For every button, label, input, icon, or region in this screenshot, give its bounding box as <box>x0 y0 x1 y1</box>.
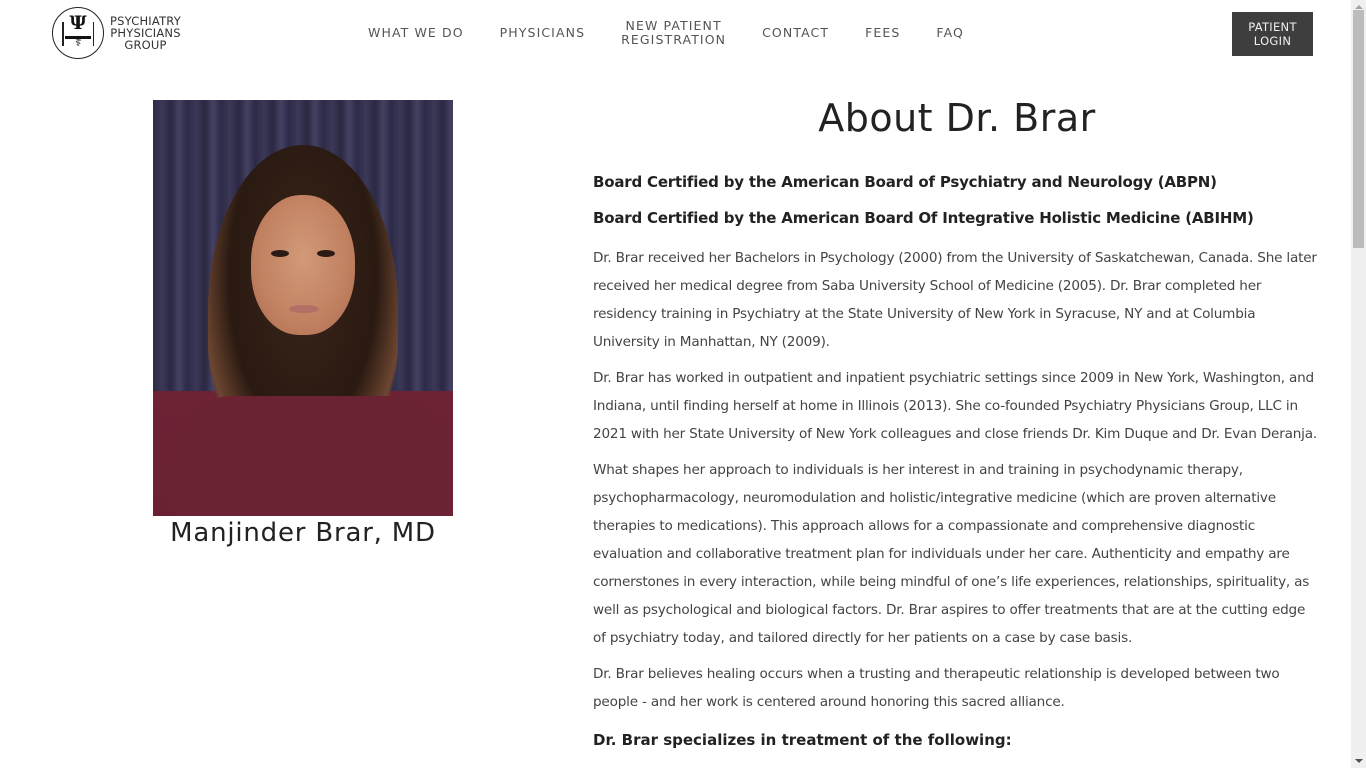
bio-paragraph-approach: What shapes her approach to individuals is her interest in and training in psychodynamic therapy, psychopharmacology, neuromodulation and holistic/integrative medicine (which are proven alternative therapies to medications). This approach allows for a compassionate and comprehensive diagnostic evaluation and collaborative treatment plan for individuals under her care. Authenticity and empathy are cornerstones in every interaction, while being mindful of one’s life experiences, relationships, spirituality, as well as psychological and biological factors. Dr. Brar aspires to offer treatments that are at the cutting edge of psychiatry today, and tailored directly for her patients on a case by case basis. <box>593 462 1310 646</box>
patient-login-line1: PATIENT <box>1248 20 1297 34</box>
logo-wordmark <box>110 15 181 51</box>
bio-paragraph-experience: Dr. Brar has worked in outpatient and inpatient psychiatric settings since 2009 in New York, Washington, and Indiana, until finding herself at home in Illinois (2013). She co-founded Psychiatry Physicians Group, LLC in 2021 with her State University of New York colleagues and close friends Dr. Kim Duque and Dr. Evan Deranja. <box>593 370 1317 442</box>
site-logo[interactable] <box>52 7 181 59</box>
site-header <box>0 0 1350 66</box>
nav-new-patient-registration-line1: NEW PATIENT <box>625 18 722 33</box>
nav-fees[interactable]: FEES <box>865 25 901 40</box>
nav-what-we-do[interactable]: WHAT WE DO <box>368 25 464 40</box>
nav-faq[interactable]: FAQ <box>936 25 964 40</box>
main-nav <box>350 0 982 66</box>
nav-physicians[interactable]: PHYSICIANS <box>499 25 586 40</box>
bio-paragraph-philosophy: Dr. Brar believes healing occurs when a trusting and therapeutic relationship is developed between two people - and her work is centered around honoring this sacred alliance. <box>593 666 1280 710</box>
specializations-heading: Dr. Brar specializes in treatment of the following: <box>593 731 1012 749</box>
about-content <box>593 94 1321 750</box>
psi-caduceus-logo-icon: Ψ ⚕ <box>52 7 104 59</box>
patient-login-button[interactable] <box>1232 12 1313 56</box>
nav-new-patient-registration-line2: REGISTRATION <box>621 32 727 47</box>
doctor-name: Manjinder Brar, MD <box>170 518 436 548</box>
nav-new-patient-registration[interactable] <box>621 19 726 47</box>
certification-abihm: Board Certified by the American Board Of Integrative Holistic Medicine (ABIHM) <box>593 209 1254 227</box>
logo-line-1: PSYCHIATRY <box>110 14 181 28</box>
nav-contact[interactable]: CONTACT <box>762 25 830 40</box>
certification-abpn: Board Certified by the American Board of Psychiatry and Neurology (ABPN) <box>593 173 1217 191</box>
page-title: About Dr. Brar <box>818 96 1096 140</box>
doctor-photo <box>153 100 453 516</box>
scroll-down-arrow-icon[interactable] <box>1351 754 1366 768</box>
logo-line-2: PHYSICIANS <box>110 26 181 40</box>
scrollbar-thumb[interactable] <box>1353 10 1364 248</box>
page-scrollbar[interactable] <box>1351 0 1366 768</box>
logo-line-3: GROUP <box>124 38 167 52</box>
patient-login-line2: LOGIN <box>1253 34 1292 48</box>
bio-paragraph-education: Dr. Brar received her Bachelors in Psychology (2000) from the University of Saskatchewan, Canada. She later received her medical degree from Saba University School of Medicine (2005). Dr. Brar completed her residency training in Psychiatry at the State University of New York in Syracuse, NY and at Columbia University in Manhattan, NY (2009). <box>593 250 1317 350</box>
